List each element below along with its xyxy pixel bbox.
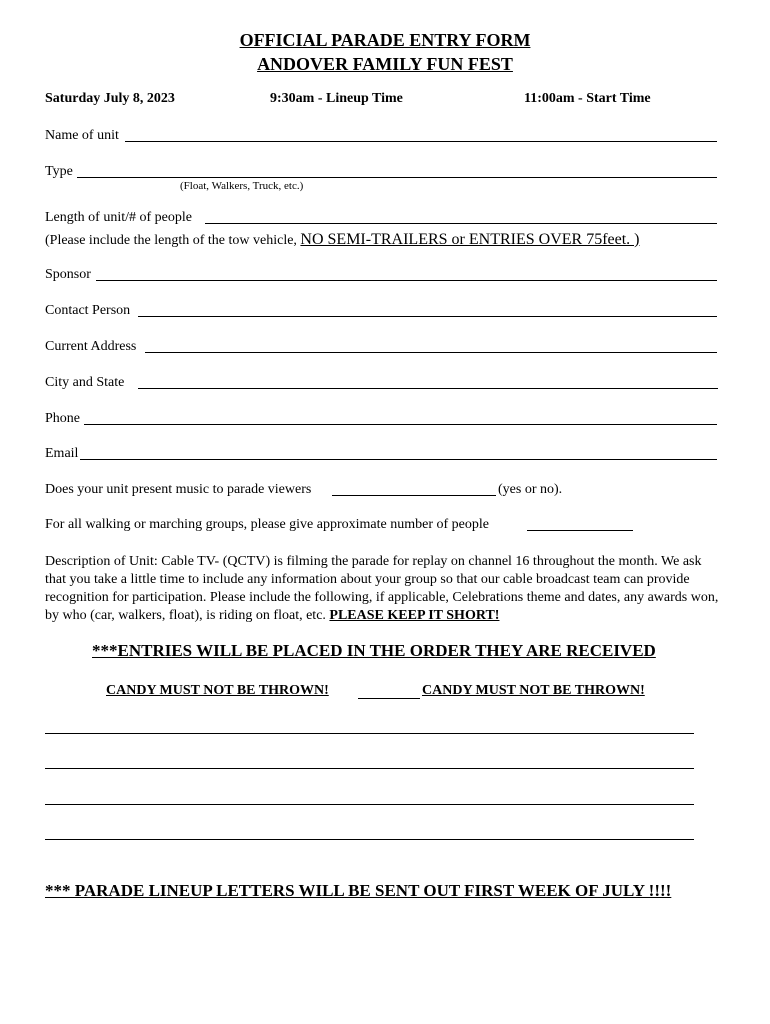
- candy-notice-left: CANDY MUST NOT BE THROWN!: [106, 683, 329, 698]
- description-line-2[interactable]: [45, 768, 694, 769]
- candy-notice-right: CANDY MUST NOT BE THROWN!: [422, 683, 645, 698]
- length-note-text: (Please include the length of the tow vehicle,: [45, 233, 297, 248]
- city-label: City and State: [45, 375, 125, 390]
- type-label: Type: [45, 164, 73, 179]
- contact-label: Contact Person: [45, 303, 131, 318]
- candy-gap-line: [358, 698, 420, 699]
- email-label: Email: [45, 446, 79, 461]
- city-line[interactable]: [138, 388, 718, 389]
- length-line[interactable]: [205, 223, 717, 224]
- music-label: Does your unit present music to parade viewers: [45, 482, 312, 497]
- lineup-time: 9:30am - Lineup Time: [270, 91, 403, 106]
- name-line[interactable]: [125, 141, 717, 142]
- music-suffix: (yes or no).: [498, 482, 563, 497]
- music-line[interactable]: [332, 495, 496, 496]
- description-line-1[interactable]: [45, 733, 694, 734]
- start-time: 11:00am - Start Time: [524, 91, 651, 106]
- email-line[interactable]: [80, 459, 717, 460]
- description-paragraph: [45, 553, 725, 625]
- description-line-4[interactable]: [45, 839, 694, 840]
- type-hint: (Float, Walkers, Truck, etc.): [180, 180, 304, 192]
- keep-short-emphasis: PLEASE KEEP IT SHORT!: [329, 608, 500, 623]
- sponsor-line[interactable]: [96, 280, 717, 281]
- type-line[interactable]: [77, 177, 717, 178]
- length-label: Length of unit/# of people: [45, 210, 192, 225]
- phone-label: Phone: [45, 411, 80, 426]
- contact-line[interactable]: [138, 316, 717, 317]
- description-text: Description of Unit: Cable TV- (QCTV) is filming the parade for replay on channel 16 throughout the month. We ask that you take a little time to include any information about your group so that our cable broadcast team can provide recognition for participation. Please include the following, if applicable, Celebrations theme and dates, any awards won, by who (car, walkers, float), is riding on float, etc.: [45, 554, 719, 623]
- address-line[interactable]: [145, 352, 717, 353]
- walking-label: For all walking or marching groups, please give approximate number of people: [45, 517, 489, 532]
- event-date: Saturday July 8, 2023: [45, 91, 175, 106]
- address-label: Current Address: [45, 339, 137, 354]
- event-title: ANDOVER FAMILY FUN FEST: [257, 54, 513, 74]
- phone-line[interactable]: [84, 424, 717, 425]
- name-label: Name of unit: [45, 128, 119, 143]
- length-warning: NO SEMI-TRAILERS or ENTRIES OVER 75feet. ): [300, 231, 640, 248]
- walking-line[interactable]: [527, 530, 633, 531]
- sponsor-label: Sponsor: [45, 267, 91, 282]
- lineup-letters-notice: *** PARADE LINEUP LETTERS WILL BE SENT OUT FIRST WEEK OF JULY !!!!: [45, 881, 672, 900]
- form-title: OFFICIAL PARADE ENTRY FORM: [239, 30, 531, 50]
- length-note: [45, 231, 640, 249]
- description-line-3[interactable]: [45, 804, 694, 805]
- entries-notice: ***ENTRIES WILL BE PLACED IN THE ORDER THEY ARE RECEIVED: [92, 641, 656, 660]
